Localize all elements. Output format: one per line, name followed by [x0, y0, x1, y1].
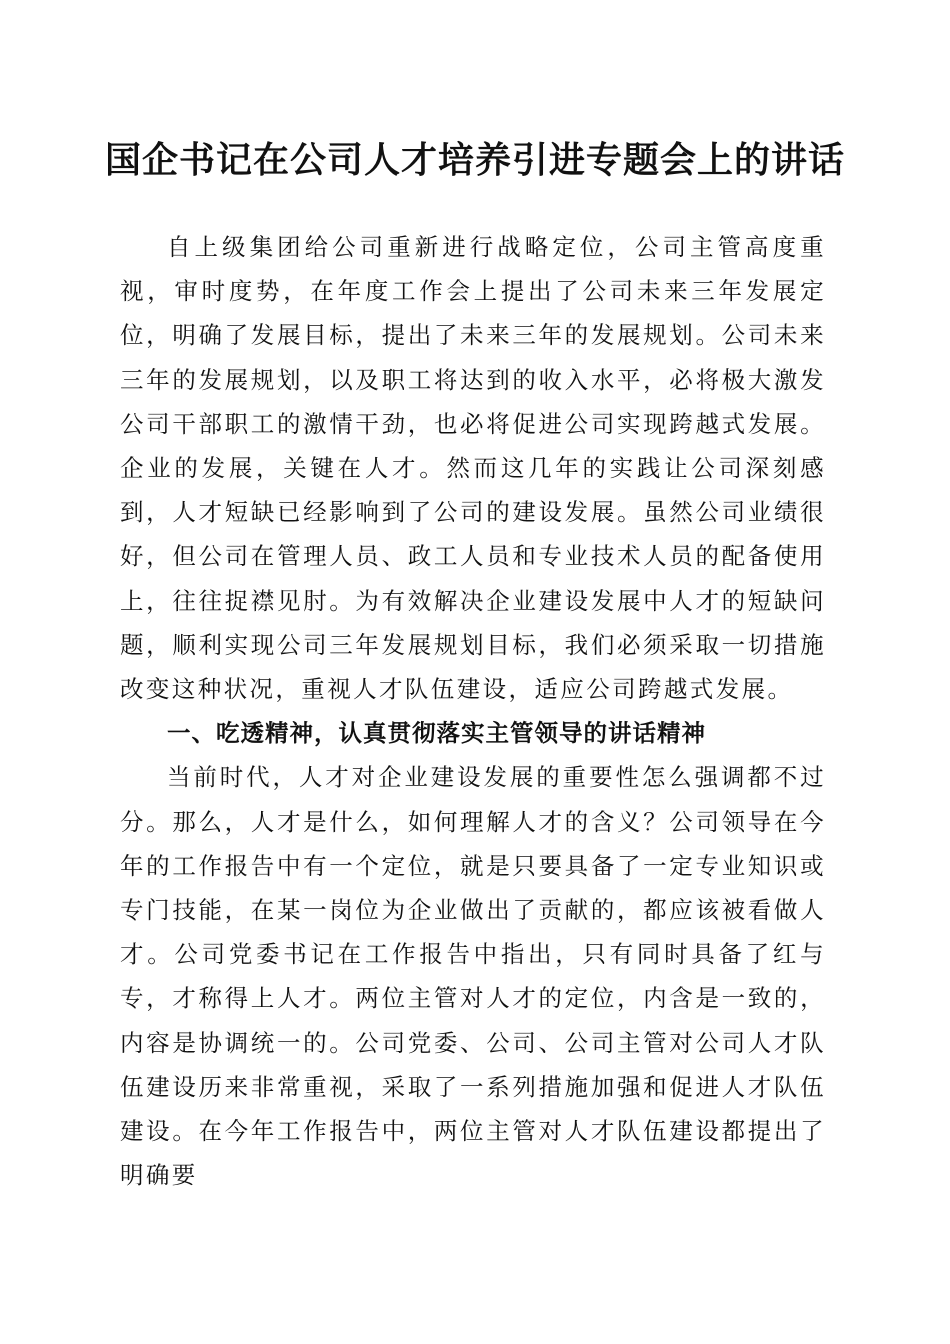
paragraph-section-1: 当前时代，人才对企业建设发展的重要性怎么强调都不过分。那么，人才是什么，如何理解人才的含义？公司领导在今年的工作报告中有一个定位，就是只要具备了一定专业知识或专门技能，在某一岗位为企业做出了贡献的，都应该被看做人才。公司党委书记在工作报告中指出，只有同时具备了红与专，才称得上人才。两位主管对人才的定位，内含是一致的，内容是协调统一的。公司党委、公司、公司主管对公司人才队伍建设历来非常重视，采取了一系列措施加强和促进人才队伍建设。在今年工作报告中，两位主管对人才队伍建设都提出了明确要	[120, 763, 826, 1190]
section-heading-1: 一、吃透精神，认真贯彻落实主管领导的讲话精神	[167, 719, 706, 748]
paragraph-intro: 自上级集团给公司重新进行战略定位，公司主管高度重视，审时度势，在年度工作会上提出了公司未来三年发展定位，明确了发展目标，提出了未来三年的发展规划。公司未来三年的发展规划，以及职工将达到的收入水平，必将极大激发公司干部职工的激情干劲，也必将促进公司实现跨越式发展。企业的发展，关键在人才。然而这几年的实践让公司深刻感到，人才短缺已经影响到了公司的建设发展。虽然公司业绩很好，但公司在管理人员、政工人员和专业技术人员的配备使用上，往往捉襟见肘。为有效解决企业建设发展中人才的短缺问题，顺利实现公司三年发展规划目标，我们必须采取一切措施改变这种状况，重视人才队伍建设，适应公司跨越式发展。	[120, 233, 826, 704]
document-title: 国企书记在公司人才培养引进专题会上的讲话	[104, 139, 845, 181]
document-body	[120, 225, 826, 1197]
